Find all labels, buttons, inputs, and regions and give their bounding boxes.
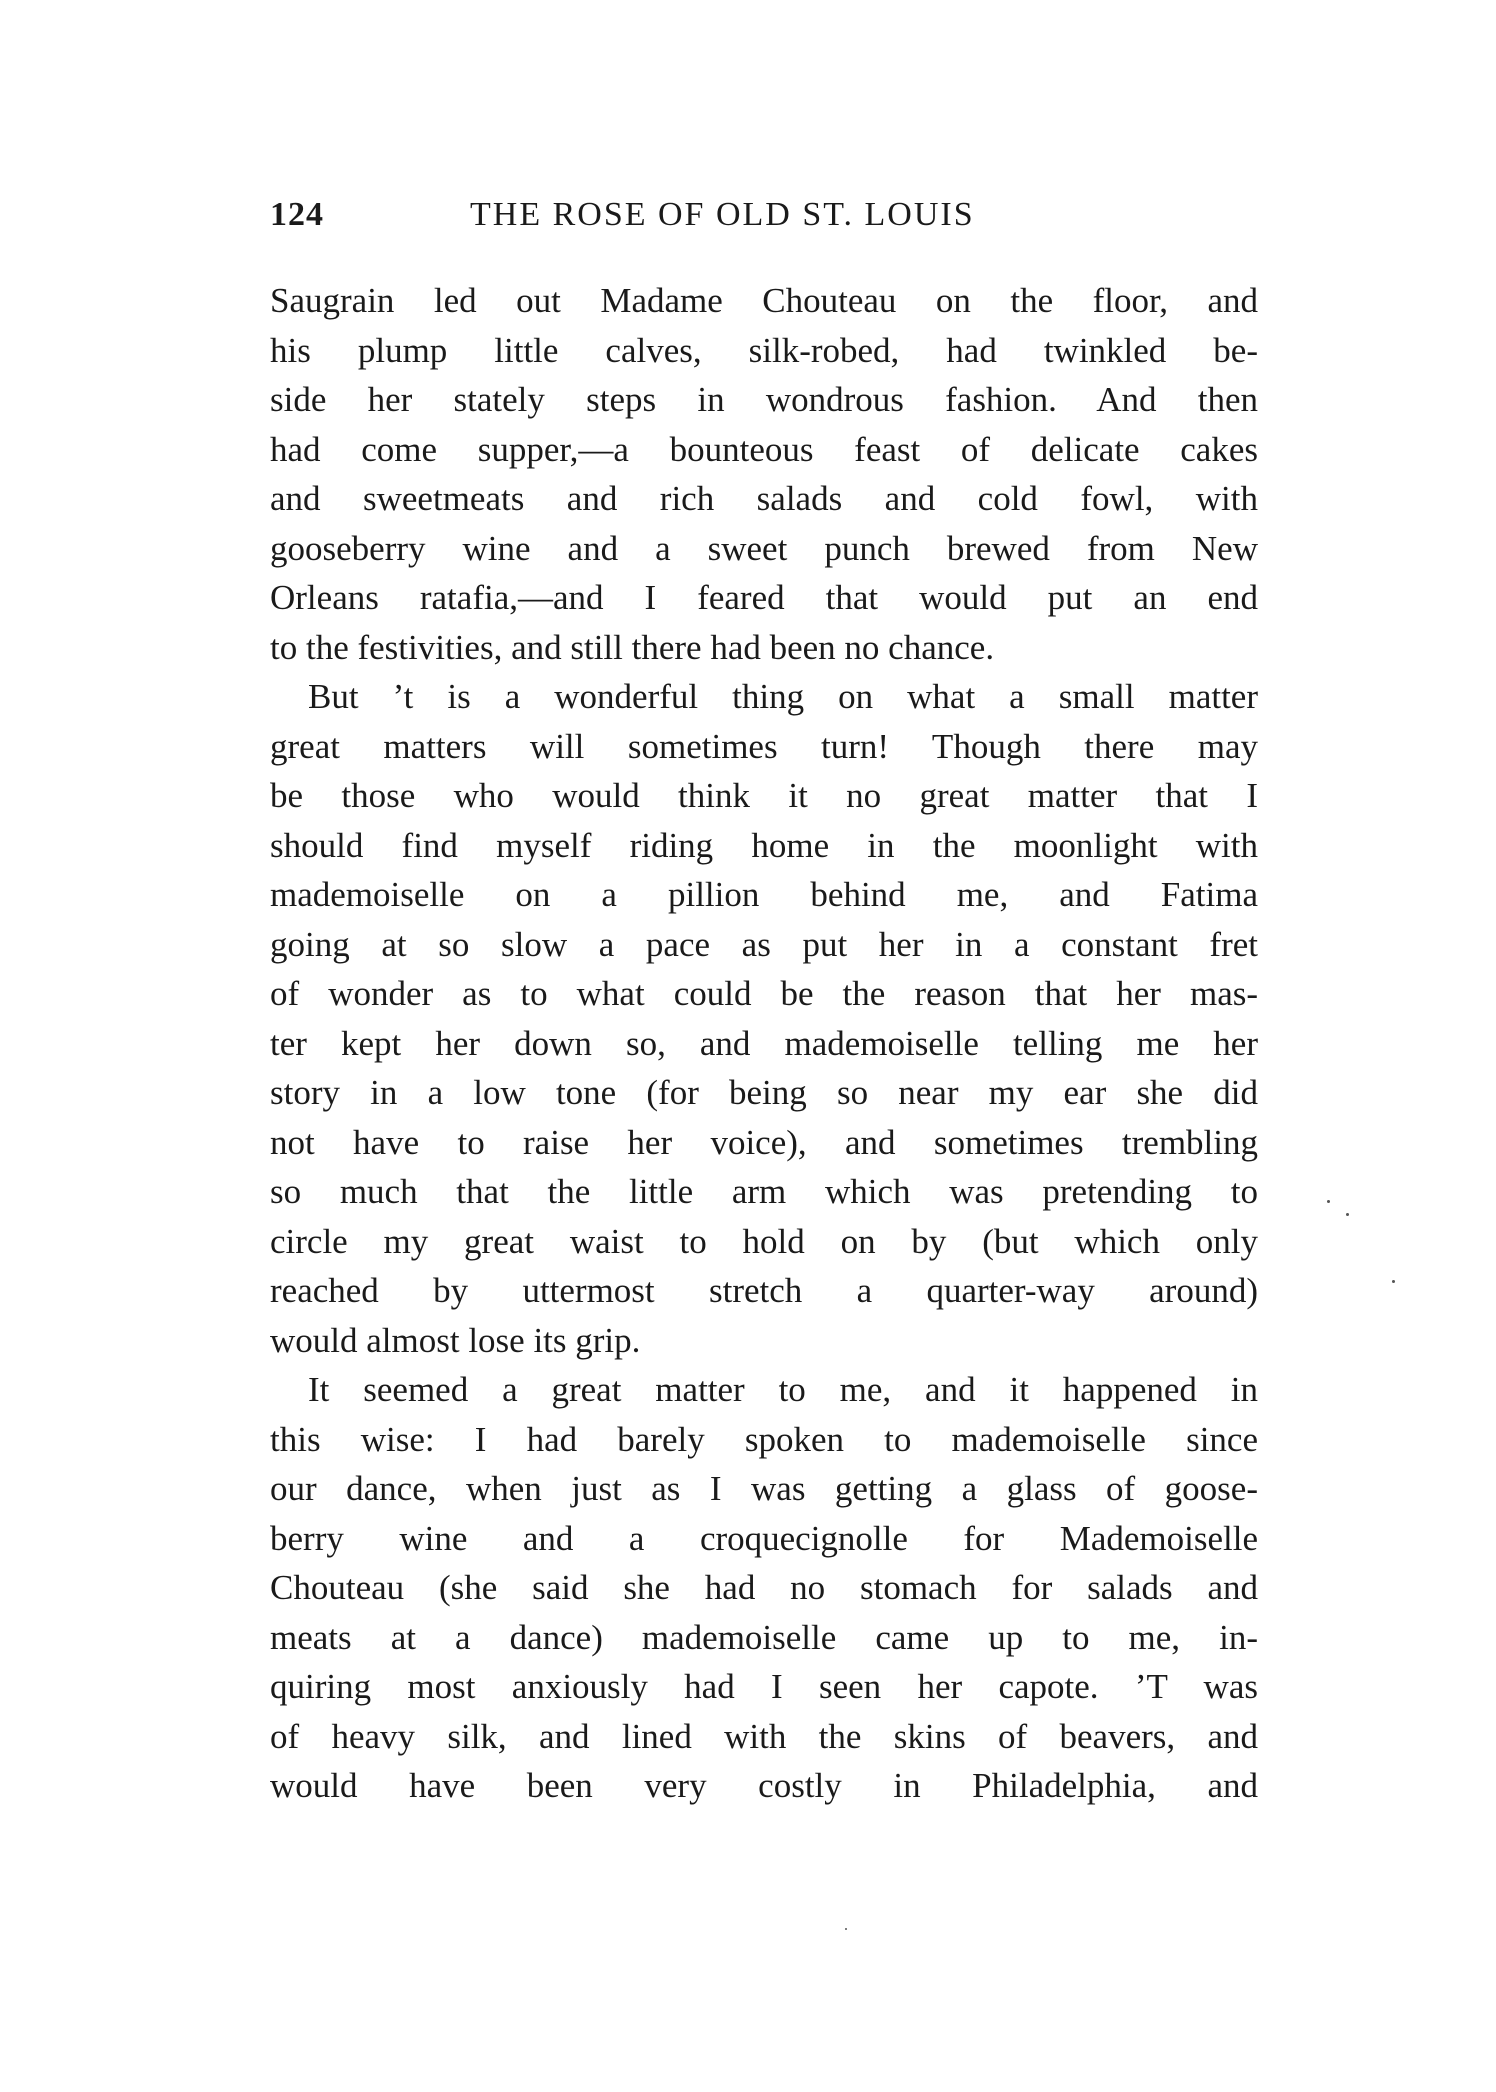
page-number: 124 xyxy=(270,196,324,233)
text-line: would have been very costly in Philadelphia, and xyxy=(270,1766,1258,1805)
text-line: of heavy silk, and lined with the skins of beavers, and xyxy=(270,1716,1258,1756)
text-line: Saugrain led out Madame Chouteau on the floor, and xyxy=(270,281,1258,320)
text-line: of wonder as to what could be the reason that her mas- xyxy=(270,974,1258,1013)
paragraph-3 xyxy=(270,1365,1258,1811)
paragraph-1 xyxy=(270,276,1258,672)
book-title: THE ROSE OF OLD ST. LOUIS xyxy=(470,196,975,233)
text-line: going at so slow a pace as put her in a constant fret xyxy=(270,924,1258,964)
text-line: be those who would think it no great matter that I xyxy=(270,776,1258,815)
running-head xyxy=(270,196,1258,246)
paragraph-2 xyxy=(270,672,1258,1365)
text-line: would almost lose its grip. xyxy=(270,1320,641,1360)
text-line: berry wine and a croquecignolle for Mademoiselle xyxy=(270,1518,1258,1558)
text-line: story in a low tone (for being so near my ear she did xyxy=(270,1073,1258,1112)
text-line: this wise: I had barely spoken to mademoiselle since xyxy=(270,1419,1258,1459)
text-line: great matters will sometimes turn! Though there may xyxy=(270,726,1258,766)
text-line: ter kept her down so, and mademoiselle telling me her xyxy=(270,1023,1258,1063)
body-text xyxy=(270,276,1258,1811)
text-line: Orleans ratafia,—and I feared that would put an end xyxy=(270,578,1258,617)
text-line: our dance, when just as I was getting a glass of goose- xyxy=(270,1469,1258,1508)
text-line: not have to raise her voice), and sometimes trembling xyxy=(270,1122,1258,1162)
text-line: should find myself riding home in the moonlight with xyxy=(270,825,1258,865)
text-line: gooseberry wine and a sweet punch brewed from New xyxy=(270,528,1258,568)
text-line: side her stately steps in wondrous fashion. And then xyxy=(270,380,1258,419)
text-line: meats at a dance) mademoiselle came up to me, in- xyxy=(270,1617,1258,1657)
scan-speck xyxy=(1346,1213,1349,1216)
text-line: to the festivities, and still there had been no chance. xyxy=(270,627,995,667)
text-line: his plump little calves, silk-robed, had twinkled be- xyxy=(270,330,1258,370)
text-line: so much that the little arm which was pretending to xyxy=(270,1172,1258,1211)
scan-speck xyxy=(845,1928,847,1930)
scan-speck xyxy=(1392,1280,1395,1283)
text-line: had come supper,—a bounteous feast of delicate cakes xyxy=(270,429,1258,469)
scan-speck xyxy=(1327,1200,1330,1203)
text-line: and sweetmeats and rich salads and cold fowl, with xyxy=(270,479,1258,518)
text-line: circle my great waist to hold on by (but which only xyxy=(270,1221,1258,1261)
text-line: mademoiselle on a pillion behind me, and Fatima xyxy=(270,875,1258,914)
text-line: quiring most anxiously had I seen her capote. ’T was xyxy=(270,1667,1258,1706)
text-line: Chouteau (she said she had no stomach for salads and xyxy=(270,1568,1258,1607)
text-line: But ’t is a wonderful thing on what a small matter xyxy=(308,677,1258,716)
text-line: reached by uttermost stretch a quarter-way around) xyxy=(270,1271,1258,1310)
text-line: It seemed a great matter to me, and it happened in xyxy=(308,1370,1258,1409)
